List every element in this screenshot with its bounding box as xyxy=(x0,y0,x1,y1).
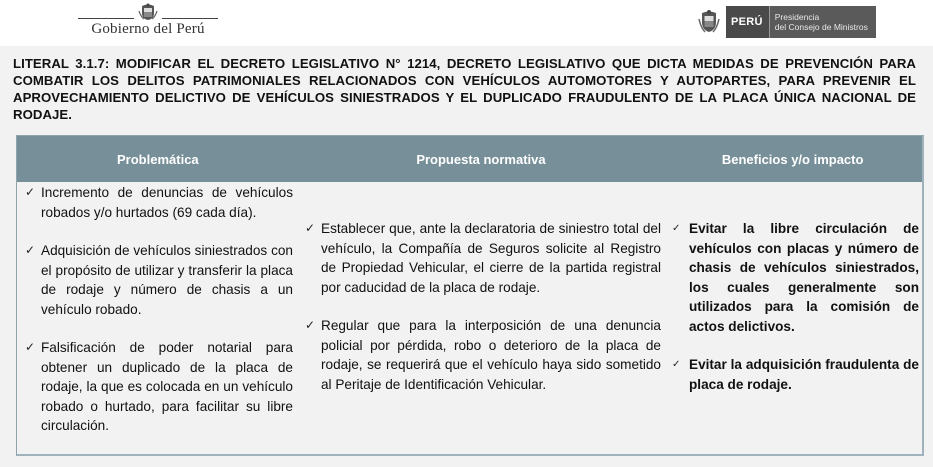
list-item xyxy=(305,219,661,297)
list-item-text: Adquisición de vehículos siniestrados con el propósito de utilizar y transferir la placa de rodaje y número de chasis a un vehículo robado. xyxy=(41,243,293,317)
check-icon: ✓ xyxy=(25,340,36,354)
list-item xyxy=(25,338,293,436)
check-icon: ✓ xyxy=(25,243,36,257)
gobierno-del-peru-logo xyxy=(78,2,218,42)
list-item xyxy=(305,316,661,394)
list-item xyxy=(25,241,293,319)
list-item-text: Evitar la libre circulación de vehículos con placas y número de chasis de vehículos siniestrados, los cuales generalmente son utilizados para la comisión de actos delictivos. xyxy=(689,221,919,334)
list-item-text: Regular que para la interposición de una denuncia policial por pérdida, robo o deterioro de la placa de rodaje, se requerirá que el vehículo haya sido sometido al Peritaje de Identificación Vehicular. xyxy=(321,318,661,392)
divider xyxy=(162,18,218,19)
check-icon: ✓ xyxy=(672,359,681,370)
column-header-beneficios: Beneficios y/o impacto xyxy=(721,151,864,167)
pcm-brand-box xyxy=(726,6,876,38)
list-item-text: Falsificación de poder notarial para obtener un duplicado de la placa de rodaje, la que es colocada en un vehículo robado o hurtado, para facilitar su libre circulación. xyxy=(41,340,293,433)
list-item-text: Establecer que, ante la declaratoria de siniestro total del vehículo, la Compañía de Seguros solicite al Registro de Propiedad Vehicular, el cierre de la partida registral por caducidad de la placa de rodaje. xyxy=(321,221,661,295)
check-icon: ✓ xyxy=(305,318,316,332)
table-header xyxy=(17,136,922,182)
pcm-name xyxy=(770,6,876,38)
list-item-text: Evitar la adquisición fraudulenta de placa de rodaje. xyxy=(689,357,919,392)
problematica-column xyxy=(25,183,293,455)
check-icon: ✓ xyxy=(305,221,316,235)
column-header-propuesta: Propuesta normativa xyxy=(416,151,546,167)
list-item xyxy=(672,219,919,336)
column-header-problematica: Problemática xyxy=(117,151,199,167)
list-item xyxy=(672,355,919,394)
check-icon: ✓ xyxy=(672,223,681,234)
check-icon: ✓ xyxy=(25,185,36,199)
coat-of-arms-icon xyxy=(138,3,158,21)
pcm-brand: PERÚ xyxy=(726,6,770,38)
beneficios-column xyxy=(672,219,919,413)
list-item-text: Incremento de denuncias de vehículos robados y/o hurtados (69 cada día). xyxy=(41,185,293,220)
top-banner xyxy=(0,0,933,46)
coat-of-arms-icon xyxy=(697,9,721,35)
propuesta-column xyxy=(305,219,661,413)
pcm-name-line2: del Consejo de Ministros xyxy=(774,22,868,32)
pcm-logo xyxy=(697,6,876,38)
gobierno-logo-text: Gobierno del Perú xyxy=(91,21,205,37)
pcm-name-line1: Presidencia xyxy=(774,12,820,22)
page-title: LITERAL 3.1.7: MODIFICAR EL DECRETO LEGISLATIVO N° 1214, DECRETO LEGISLATIVO QUE DICTA MEDIDAS DE PREVENCIÓN PARA COMBATIR LOS DELITOS PATRIMONIALES RELACIONADOS CON VEHÍCULOS AUTOMOTORES Y AUTOPARTES, PARA PREVENIR EL APROVECHAMIENTO DELICTIVO DE VEHÍCULOS SINIESTRADOS Y EL DUPLICADO FRAUDULENTO DE LA PLACA ÚNICA NACIONAL DE RODAJE. xyxy=(13,56,916,122)
divider xyxy=(78,18,134,19)
summary-table xyxy=(16,135,924,456)
list-item xyxy=(25,183,293,222)
